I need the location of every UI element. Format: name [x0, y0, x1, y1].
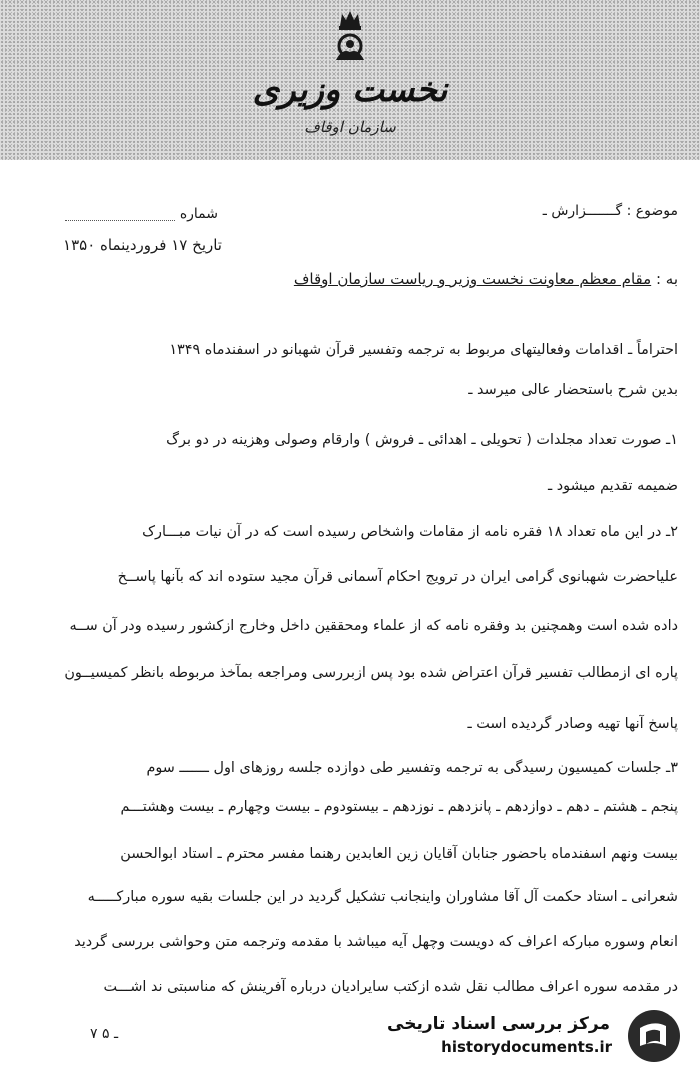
organization-name: سازمان اوقاف — [304, 118, 396, 136]
letterhead-band — [0, 0, 700, 160]
body-line: بدین شرح باستحضار عالی میرسد ـ — [468, 382, 678, 398]
body-line: احتراماً ـ اقدامات وفعالیتهای مربوط به ترجمه وتفسیر قرآن شهبانو در اسفندماه ۱۳۴۹ — [169, 342, 678, 358]
addressee-prefix: به : — [655, 270, 678, 288]
number-label: شماره — [179, 206, 218, 222]
body-line: پاره ای ازمطالب تفسیر قرآن اعتراض شده بود پس ازبررسی ومراجعه بمآخذ مربوطه بانظر کمیسیــون — [64, 665, 678, 681]
body-line: ۲ـ در این ماه تعداد ۱۸ فقره نامه از مقامات واشخاص رسیده است که در آن نیات مبـــارک — [142, 524, 678, 540]
body-line: بیست ونهم اسفندماه باحضور جنابان آقایان زین العابدین رهنما مفسر محترم ـ استاد ابوالحسن — [120, 846, 678, 862]
archive-logo-icon — [626, 1008, 682, 1064]
date-value: ۱۷ فروردینماه ۱۳۵۰ — [63, 236, 188, 254]
page-number: ۷ ـ ۵ — [90, 1026, 119, 1042]
body-line: پنجم ـ هشتم ـ دهم ـ دوازدهم ـ پانزدهم ـ نوزدهم ـ بیستودوم ـ بیست وچهارم ـ بیست وهشتـــم — [120, 799, 678, 815]
addressee-text: مقام معظم معاونت نخست وزیر و ریاست سازمان اوقاف — [293, 270, 652, 288]
watermark-title: مرکز بررسی اسناد تاریخی — [387, 1014, 610, 1034]
body-line: پاسخ آنها تهیه وصادر گردیده است ـ — [467, 716, 678, 732]
body-line: ۳ـ جلسات کمیسیون رسیدگی به ترجمه وتفسیر طی دوازده جلسه روزهای اول ـــــــ سوم — [146, 760, 678, 776]
ministry-title: نخست وزیری — [252, 70, 448, 110]
body-line: در مقدمه سوره اعراف مطالب نقل شده ازکتب سایرادیان درباره آفرینش که مناسبتی ند اشـــت — [103, 979, 678, 995]
number-field — [65, 206, 218, 222]
number-dotted-line — [65, 208, 175, 221]
body-line: علیاحضرت شهبانوی گرامی ایران در ترویج احکام آسمانی قرآن مجید ستوده اند که بآنها پاســخ — [117, 569, 678, 585]
watermark-url: historydocuments.ir — [441, 1038, 612, 1056]
date-label: تاریخ — [192, 236, 222, 254]
lion-and-sun-crown-emblem — [328, 8, 372, 68]
body-line: ضمیمه تقدیم میشود ـ — [547, 478, 678, 494]
body-line: ۱ـ صورت تعداد مجلدات ( تحویلی ـ اهدائی ـ فروش ) وارقام وصولی وهزینه در دو برگ — [166, 432, 678, 448]
date-field — [63, 236, 222, 254]
subject-line: موضوع : گـــــــزارش ـ — [542, 203, 678, 219]
body-line: داده شده است وهمچنین بد وفقره نامه که از علماء ومحققین داخل وخارج ازکشور رسیده ودر آن ســه — [69, 618, 678, 634]
addressee — [294, 270, 678, 288]
body-line: انعام وسوره مبارکه اعراف که دویست وچهل آیه میباشد با مقدمه وترجمه متن وحواشی بررسی گردید — [74, 934, 678, 950]
body-line: شعرانی ـ استاد حکمت آل آقا مشاوران واینجانب تشکیل گردید در این جلسات بقیه سوره مبارکـــــه — [87, 889, 678, 905]
archive-watermark — [382, 1008, 682, 1062]
